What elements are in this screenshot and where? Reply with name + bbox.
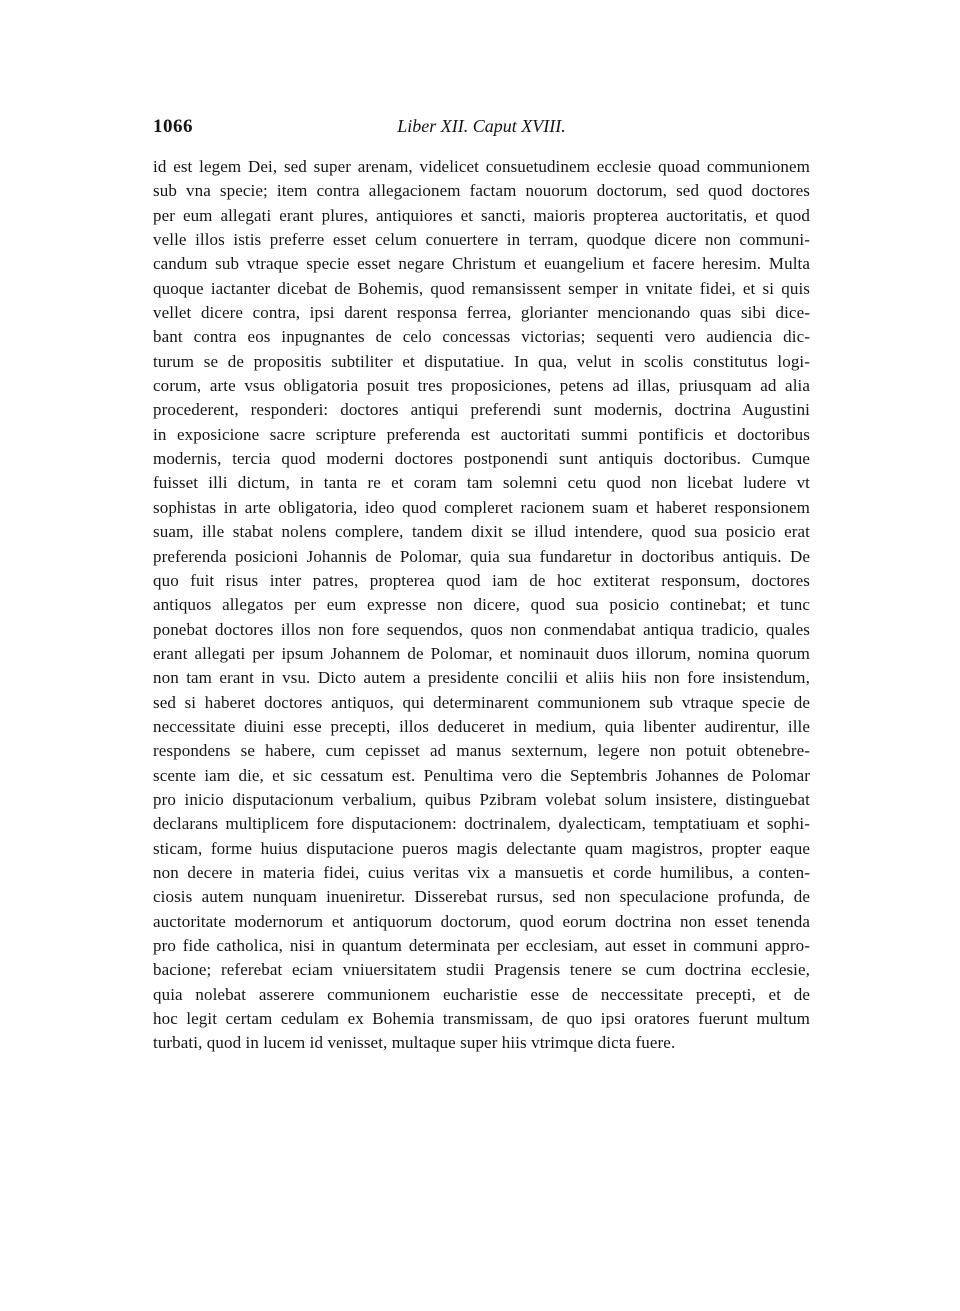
page-number: 1066 <box>153 116 193 137</box>
text-line: ciosis autem nunquam inueniretur. Disserebat rursus, sed non speculacione profunda, de <box>153 887 810 907</box>
text-line: respondens se habere, cum cepisset ad manus sexternum, legere non potuit obtenebre- <box>153 741 810 761</box>
text-line: quo fuit risus inter patres, propterea quod iam de hoc extiterat responsum, doctores <box>153 570 810 590</box>
text-line: hoc legit certam cedulam ex Bohemia transmissam, de quo ipsi oratores fuerunt multum <box>153 1009 810 1029</box>
text-line: non tam erant in vsu. Dicto autem a presidente concilii et aliis hiis non fore insistendum, <box>153 668 810 688</box>
text-line: sub vna specie; item contra allegacionem factam nouorum doctorum, sed quod doctores <box>153 181 810 201</box>
text-line: suam, ille stabat nolens complere, tandem dixit se illud intendere, quod sua posicio erat <box>153 522 810 542</box>
text-line: non decere in materia fidei, cuius veritas vix a mansuetis et corde humilibus, a conten- <box>153 862 810 882</box>
text-line: auctoritate modernorum et antiquorum doctorum, quod eorum doctrina non esset tenenda <box>153 911 810 931</box>
text-line: fuisset illi dictum, in tanta re et coram tam solemni cetu quod non licebat ludere vt <box>153 473 810 493</box>
text-line: turum se de propositis subtiliter et disputatiue. In qua, velut in scolis constitutus logi- <box>153 351 810 371</box>
text-line: bacione; referebat eciam vniuersitatem studii Pragensis tenere se cum doctrina ecclesie, <box>153 960 810 980</box>
text-line: neccessitate diuini esse precepti, illos deduceret in medium, quia libenter audirentur, ille <box>153 716 810 736</box>
text-line: ponebat doctores illos non fore sequendos, quos non conmendabat antiqua tradicio, quales <box>153 619 810 639</box>
text-line: sed si haberet doctores antiquos, qui determinarent communionem sub vtraque specie de <box>153 692 810 712</box>
text-line: candum sub vtraque specie esset negare Christum et euangelium et facere heresim. Multa <box>153 254 810 274</box>
text-line: erant allegati per ipsum Johannem de Polomar, et nominauit duos illorum, nomina quorum <box>153 643 810 663</box>
text-line: id est legem Dei, sed super arenam, videlicet consuetudinem ecclesie quoad communionem <box>153 157 810 176</box>
text-line: per eum allegati erant plures, antiquiores et sancti, maioris propterea auctoritatis, et quod <box>153 205 810 225</box>
text-line: sophistas in arte obligatoria, ideo quod compleret racionem suam et haberet responsionem <box>153 497 810 517</box>
running-head <box>153 116 810 144</box>
running-title: Liber XII. Caput XVIII. <box>397 116 566 136</box>
text-line: declarans multiplicem fore disputacionem: doctrinalem, dyalecticam, temptatiuam et sophi- <box>153 814 810 834</box>
text-line: quoque iactanter dicebat de Bohemis, quod remansissent semper in vnitate fidei, et si quis <box>153 278 810 298</box>
text-line: modernis, tercia quod moderni doctores postponendi sunt antiquis doctoribus. Cumque <box>153 449 810 469</box>
body-text <box>153 155 810 1056</box>
text-line: vellet dicere contra, ipsi darent responsa ferrea, glorianter mencionando quas sibi dice- <box>153 303 810 323</box>
text-line: pro inicio disputacionum verbalium, quibus Pzibram volebat solum insistere, distinguebat <box>153 789 810 809</box>
text-line: in exposicione sacre scripture preferenda est auctoritati summi pontificis et doctoribus <box>153 424 810 444</box>
text-line: antiquos allegatos per eum expresse non dicere, quod sua posicio continebat; et tunc <box>153 595 810 615</box>
text-line: sticam, forme huius disputacione pueros magis delectante quam magistros, propter eaque <box>153 838 810 858</box>
text-line: velle illos istis preferre esset celum conuertere in terram, quodque dicere non communi- <box>153 230 810 250</box>
text-line: pro fide catholica, nisi in quantum determinata per ecclesiam, aut esset in communi appro- <box>153 936 810 955</box>
text-line: scente iam die, et sic cessatum est. Penultima vero die Septembris Johannes de Polomar <box>153 765 810 785</box>
text-line: preferenda posicioni Johannis de Polomar, quia sua fundaretur in doctoribus antiquis. De <box>153 546 810 566</box>
text-line: procederent, responderi: doctores antiqui preferendi sunt modernis, doctrina Augustini <box>153 400 810 420</box>
text-line: turbati, quod in lucem id venisset, multaque super hiis vtrimque dicta fuere. <box>153 1033 676 1053</box>
text-line: corum, arte vsus obligatoria posuit tres proposiciones, petens ad illas, priusquam ad alia <box>153 376 810 396</box>
text-line: bant contra eos inpugnantes de celo concessas victorias; sequenti vero audiencia dic- <box>153 327 810 347</box>
text-line: quia nolebat asserere communionem eucharistie esse de neccessitate precepti, et de <box>153 984 810 1004</box>
